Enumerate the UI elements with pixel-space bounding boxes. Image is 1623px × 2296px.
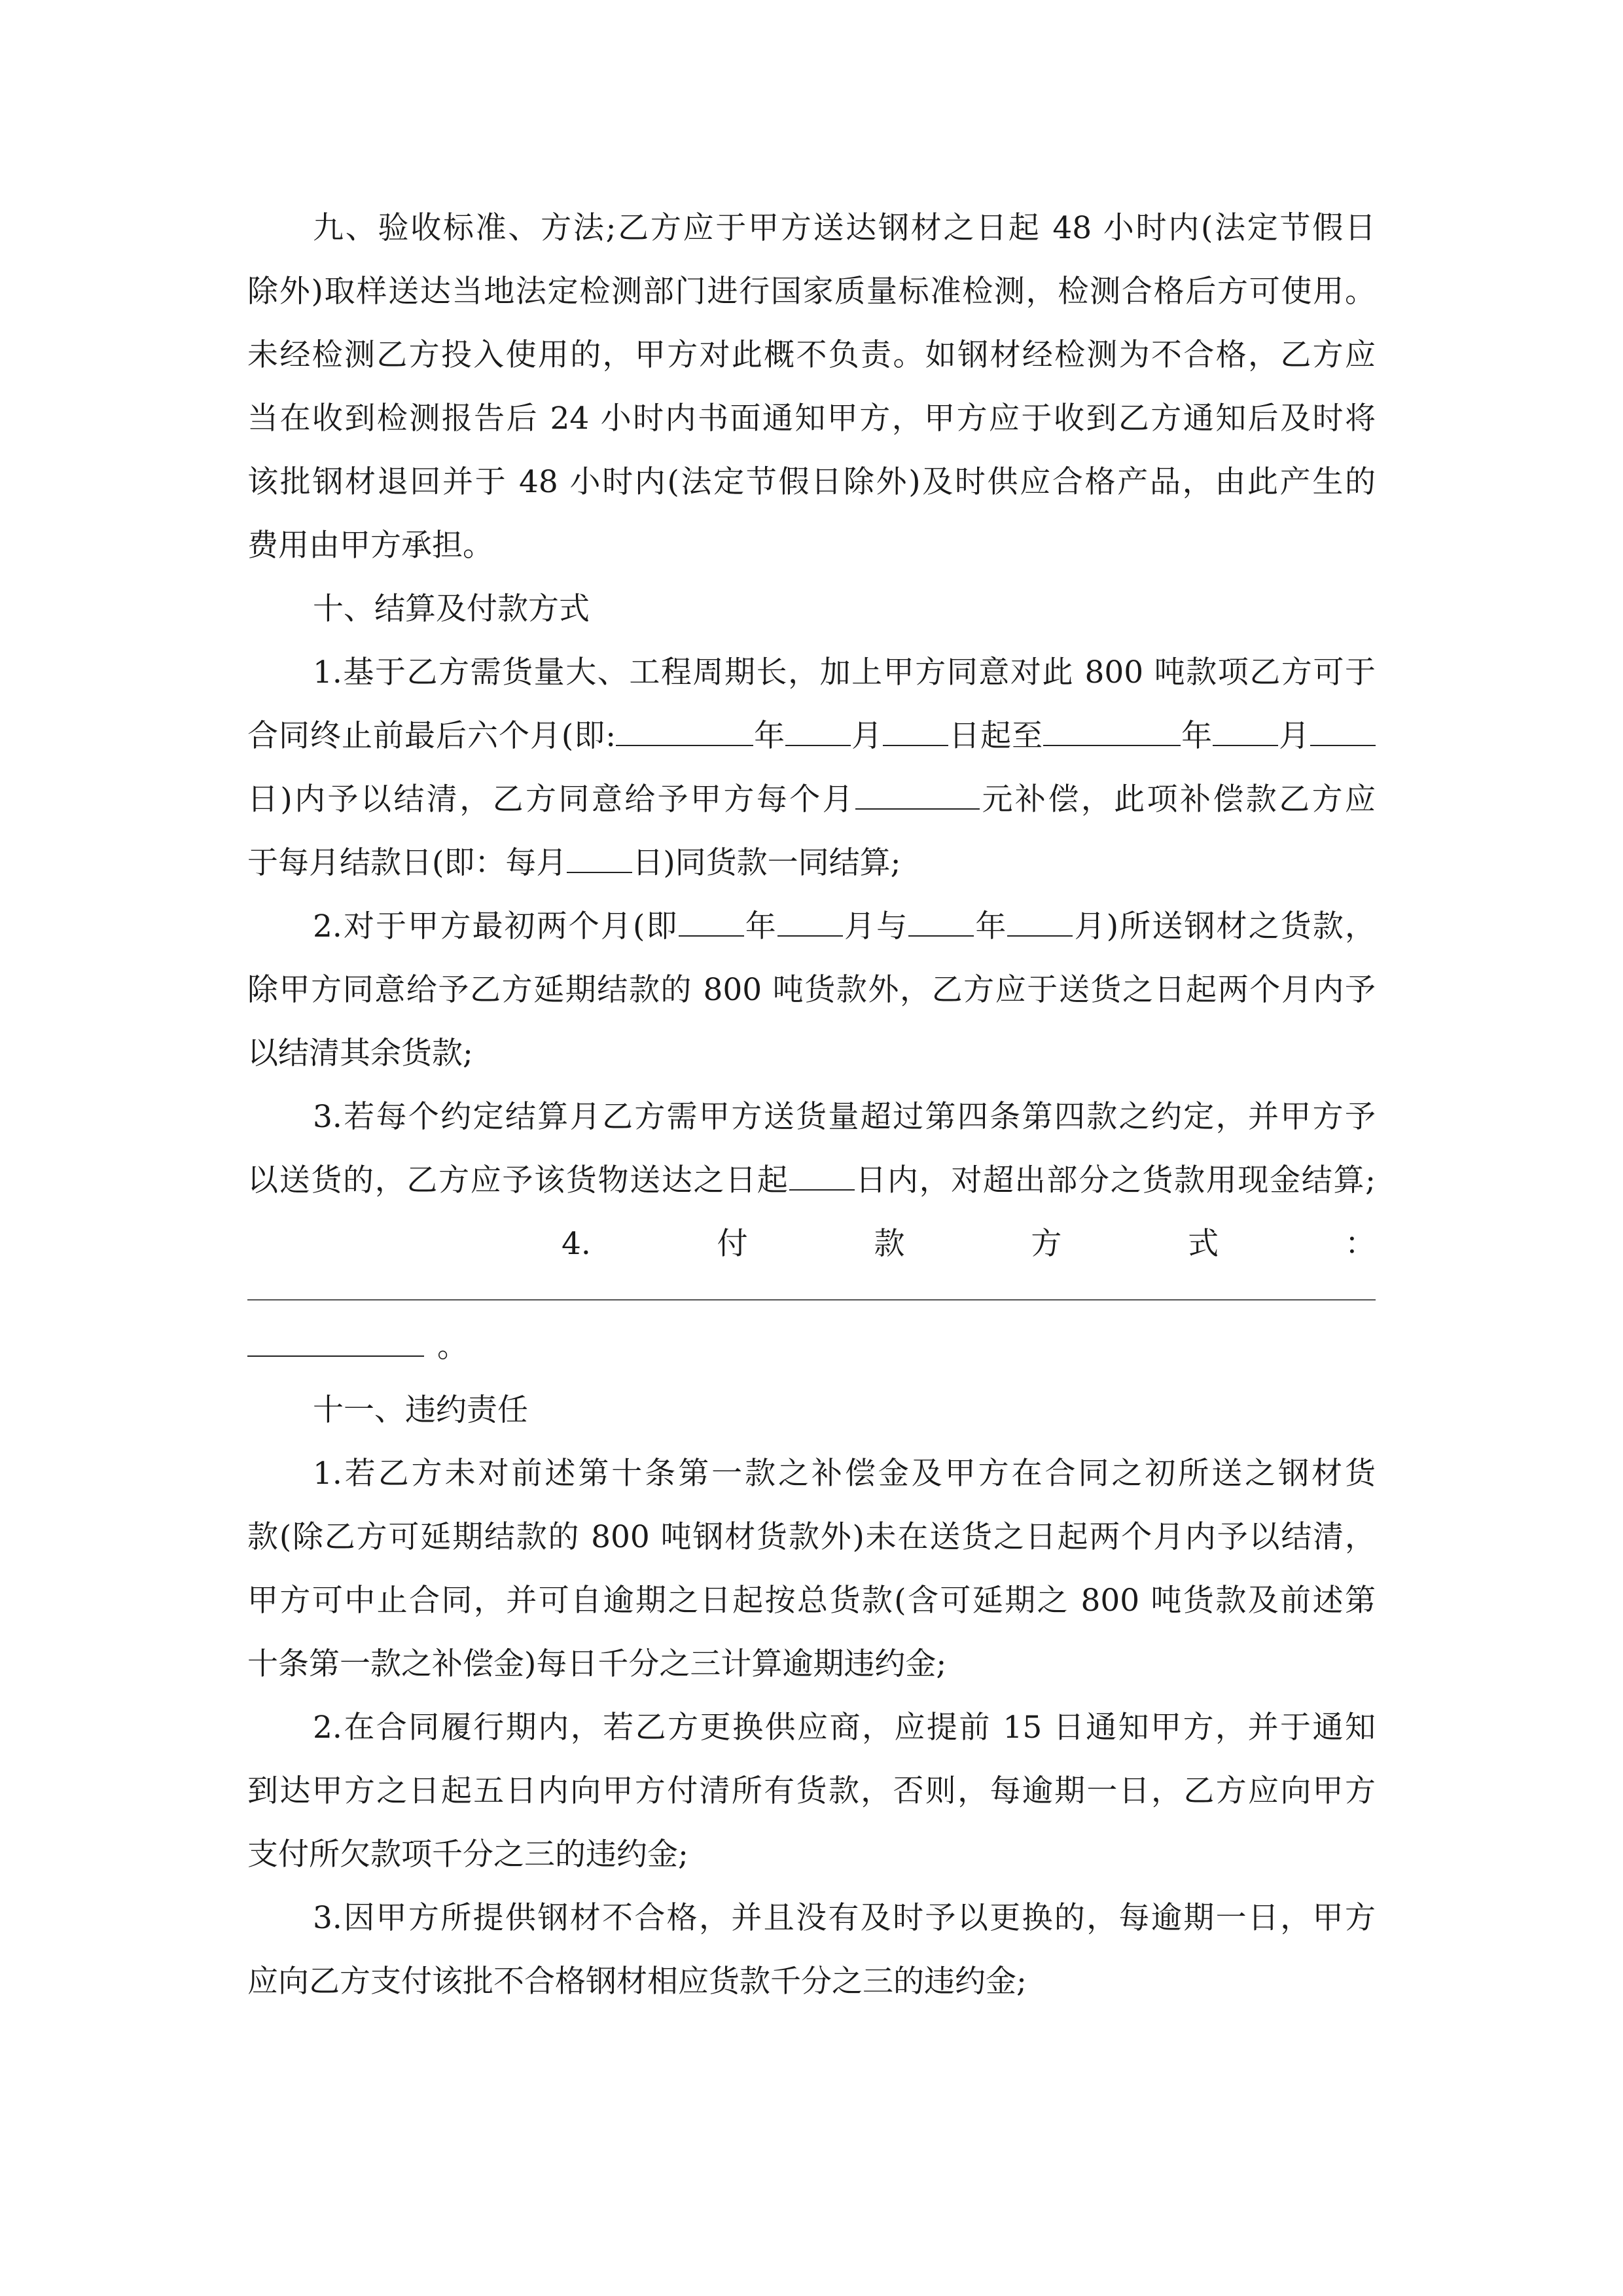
sec11-p2-line-3: 支付所欠款项千分之三的违约金; — [247, 1837, 688, 1873]
text: 日)同货款一同结算; — [632, 845, 901, 881]
date-blank[interactable] — [616, 719, 753, 746]
document-body — [247, 196, 1376, 2013]
sec9-line-6: 费用由甲方承担。 — [247, 528, 493, 564]
sec11-p1-line-4: 十条第一款之补偿金)每日千分之三计算逾期违约金; — [247, 1646, 947, 1682]
text: 合同终止前最后六个月(即: — [247, 718, 616, 754]
date-blank[interactable] — [1310, 719, 1376, 746]
date-blank[interactable] — [1043, 719, 1181, 746]
sec11-p1-line-2: 款(除乙方可延期结款的 800 吨钢材货款外)未在送货之日起两个月内予以结清， — [247, 1519, 1376, 1555]
sec9-line-1: 九、验收标准、方法;乙方应于甲方送达钢材之日起 48 小时内(法定节假日 — [313, 210, 1376, 246]
payment-blank[interactable] — [247, 1329, 424, 1357]
payment-method-blank-line[interactable] — [247, 1299, 1376, 1300]
text: 日)内予以结清，乙方同意给予甲方每个月 — [247, 781, 856, 817]
day-blank[interactable] — [567, 846, 632, 873]
date-blank[interactable] — [883, 719, 948, 746]
date-blank[interactable] — [908, 909, 974, 937]
text: 年 — [1181, 718, 1213, 754]
sec11-p1-line-3: 甲方可中止合同，并可自逾期之日起按总货款(含可延期之 800 吨货款及前述第 — [247, 1583, 1376, 1619]
sec10-p1-line-3 — [247, 768, 1376, 831]
text: 年 — [974, 908, 1008, 944]
sec11-p1-line-1: 1.若乙方未对前述第十条第一款之补偿金及甲方在合同之初所送之钢材货 — [313, 1456, 1376, 1492]
text: 款 — [874, 1226, 905, 1262]
text: 日起至 — [948, 718, 1044, 754]
sec10-p2-line-1 — [247, 895, 1376, 958]
text: 日内，对超出部分之货款用现金结算; — [854, 1162, 1376, 1198]
sec10-p3-line-1: 3.若每个约定结算月乙方需甲方送货量超过第四条第四款之约定，并甲方予 — [313, 1099, 1376, 1135]
sec10-p4-heading — [247, 1212, 1376, 1276]
date-blank[interactable] — [1213, 719, 1278, 746]
sec10-p2-line-2: 除甲方同意给予乙方延期结款的 800 吨货款外，乙方应于送货之日起两个月内予 — [247, 972, 1376, 1008]
sec10-p1-line-4 — [247, 831, 1376, 895]
text: 。 — [437, 1329, 468, 1365]
sec11-title: 十一、违约责任 — [313, 1392, 528, 1428]
date-blank[interactable] — [1007, 909, 1073, 937]
sec11-p2-line-1: 2.在合同履行期内，若乙方更换供应商，应提前 15 日通知甲方，并于通知 — [313, 1710, 1376, 1746]
sec10-p2-line-3: 以结清其余货款; — [247, 1035, 473, 1071]
amount-blank[interactable] — [855, 782, 980, 810]
text: 2.对于甲方最初两个月(即 — [313, 908, 679, 944]
sec9-line-5: 该批钢材退回并于 48 小时内(法定节假日除外)及时供应合格产品，由此产生的 — [247, 464, 1376, 500]
text: 元补偿，此项补偿款乙方应 — [980, 781, 1376, 817]
text: ： — [1344, 1226, 1376, 1262]
text: 付 — [717, 1226, 748, 1262]
sec10-p3-line-2 — [247, 1149, 1376, 1212]
date-blank[interactable] — [785, 719, 851, 746]
sec11-p3-line-1: 3.因甲方所提供钢材不合格，并且没有及时予以更换的，每逾期一日，甲方 — [313, 1900, 1376, 1936]
sec10-p1-line-1: 1.基于乙方需货量大、工程周期长，加上甲方同意对此 800 吨款项乙方可于 — [313, 655, 1376, 691]
date-blank[interactable] — [777, 909, 843, 937]
sec10-p1-line-2 — [247, 704, 1376, 768]
text: 月与 — [842, 908, 909, 944]
text: 月)所送钢材之货款， — [1073, 908, 1376, 944]
text: 以送货的，乙方应予该货物送达之日起 — [247, 1162, 789, 1198]
sec11-p2-line-2: 到达甲方之日起五日内向甲方付清所有货款，否则，每逾期一日，乙方应向甲方 — [247, 1773, 1376, 1809]
sec9-line-4: 当在收到检测报告后 24 小时内书面通知甲方，甲方应于收到乙方通知后及时将 — [247, 401, 1376, 437]
sec9-line-3: 未经检测乙方投入使用的，甲方对此概不负责。如钢材经检测为不合格，乙方应 — [247, 337, 1376, 373]
sec10-title: 十、结算及付款方式 — [313, 591, 590, 627]
text: 年 — [743, 908, 777, 944]
date-blank[interactable] — [679, 909, 744, 937]
text: 于每月结款日(即：每月 — [247, 845, 567, 881]
text: 式 — [1188, 1226, 1219, 1262]
text: 方 — [1031, 1226, 1062, 1262]
sec10-p4-end — [247, 1315, 1376, 1378]
sec11-p3-line-2: 应向乙方支付该批不合格钢材相应货款千分之三的违约金; — [247, 1964, 1027, 2000]
text: 月 — [1278, 718, 1311, 754]
text: 4. — [562, 1226, 591, 1262]
day-blank[interactable] — [789, 1163, 855, 1191]
text: 年 — [753, 718, 786, 754]
text: 月 — [851, 718, 883, 754]
sec9-line-2: 除外)取样送达当地法定检测部门进行国家质量标准检测，检测合格后方可使用。 — [247, 274, 1376, 310]
